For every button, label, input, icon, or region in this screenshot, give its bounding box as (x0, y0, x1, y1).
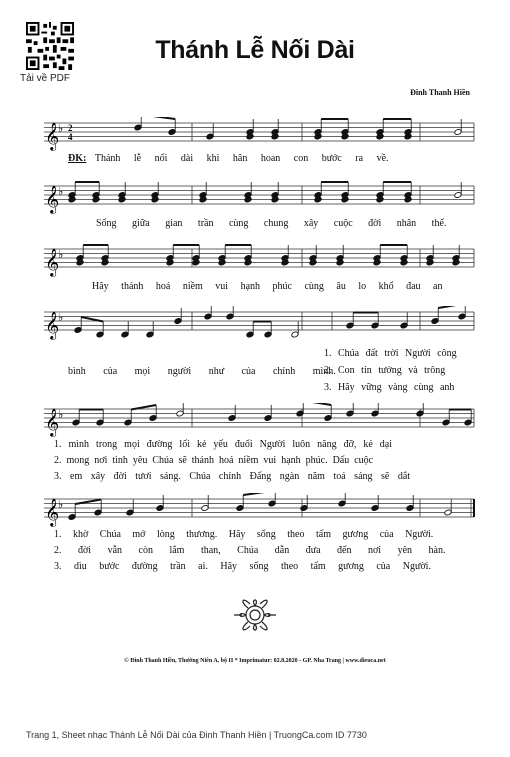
music-system-6 (0, 493, 510, 575)
verse-3-lyric: 3. Hãy vững vàng cùng anh (324, 382, 455, 393)
song-title: Thánh Lễ Nối Dài (155, 36, 355, 64)
music-system-1 (0, 117, 510, 167)
music-system-3 (0, 243, 510, 293)
staff-3 (0, 243, 510, 277)
svg-text:𝄞: 𝄞 (45, 248, 60, 276)
verse-3-lyric: 3. em xây đời tươi sáng. Chúa chính Đấng ngàn năm toả sáng sẽ dắt (54, 471, 411, 482)
svg-text:𝄞: 𝄞 (45, 185, 60, 213)
verse-2-lyric: 2. đời vẫn còn lắm than, Chúa dẫn đưa đến nơi yên hàn. (54, 545, 446, 556)
svg-text:𝄞: 𝄞 (45, 122, 60, 150)
svg-text:𝄞: 𝄞 (45, 311, 60, 339)
music-system-5 (0, 403, 510, 485)
verse-1-lyric: 1. khờ Chúa mở lòng thương. Hãy sống theo tấm gương của Người. (54, 529, 434, 540)
staff-2 (0, 180, 510, 214)
verse-3-lyric: 3. dìu bước đường trần ai. Hãy sống theo tấm gương của Người. (54, 561, 431, 572)
staff-5 (0, 403, 510, 437)
composer-name: Đinh Thanh Hiền (410, 88, 470, 97)
refrain-label: ĐK: (68, 153, 87, 164)
page-footer: Trang 1, Sheet nhạc Thánh Lễ Nối Dài của Đinh Thanh Hiền | TruongCa.com ID 7730 (26, 730, 367, 740)
svg-text:♭: ♭ (58, 407, 64, 421)
verse-2-lyric: 2. mong nơi tình yêu Chúa sẽ thánh hoá niềm vui hạnh phúc. Dấu cuộc (54, 455, 374, 466)
staff-4 (0, 306, 510, 342)
verse-2-lyric: 2. Con tin tưởng và trông (324, 365, 446, 376)
music-system-2 (0, 180, 510, 230)
svg-text:♭: ♭ (58, 497, 64, 511)
download-pdf-link[interactable]: Tải về PDF (20, 73, 71, 84)
lyric-line: bình của mọi người như của chính mình. (68, 366, 336, 377)
verse-1-lyric: 1. mình trong mọi đường lối kẻ yếu đuối Người luôn nâng đỡ, kẻ dại (54, 439, 393, 450)
lyric-line: ĐK: Thánh lễ nối dài khi hân hoan con bước ra về. (68, 153, 389, 164)
copyright-line: © Đinh Thanh Hiền, Thường Niên A, bộ II * Imprimatur: 02.8.2020 - GP. Nha Trang | www.dieuca.net (124, 658, 386, 664)
flower-ornament-icon (232, 592, 278, 638)
verse-1-lyric: 1. Chúa đất trời Người công (324, 348, 457, 359)
svg-text:♭: ♭ (58, 247, 64, 261)
svg-text:𝄞: 𝄞 (45, 498, 60, 526)
lyric-line: Hãy thánh hoá niềm vui hạnh phúc cùng âu lo khổ đau an (92, 281, 443, 292)
svg-text:2: 2 (68, 123, 73, 133)
svg-text:♭: ♭ (58, 310, 64, 324)
music-system-4 (0, 306, 510, 396)
svg-text:♭: ♭ (58, 184, 64, 198)
svg-text:4: 4 (68, 132, 73, 142)
svg-text:♭: ♭ (58, 121, 64, 135)
staff-6 (0, 493, 510, 527)
staff-1 (0, 117, 510, 151)
lyric-line: Sống giữa gian trần cùng chung xây cuộc đời nhân thế. (96, 218, 447, 229)
svg-text:𝄞: 𝄞 (45, 408, 60, 436)
